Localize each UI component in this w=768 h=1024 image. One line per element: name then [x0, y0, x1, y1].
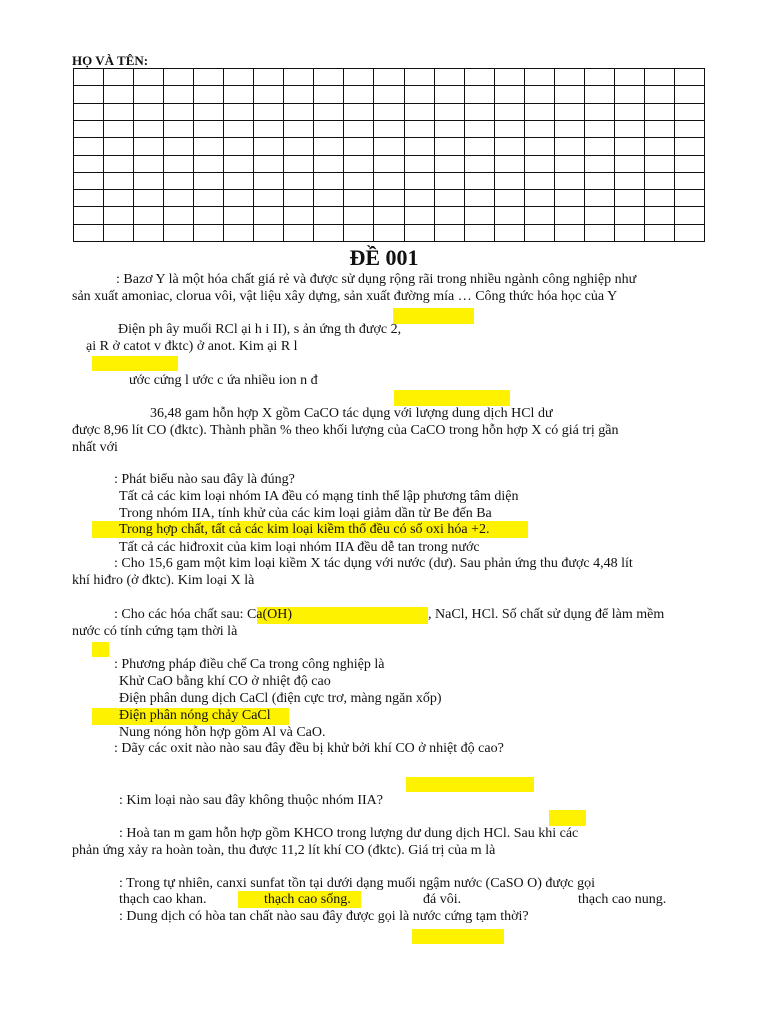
question-5-stem: : Phát biểu nào sau đây là đúng?: [114, 472, 295, 487]
question-7-line-2: nước có tính cứng tạm thời là: [72, 624, 238, 639]
question-1-line-1: : Bazơ Y là một hóa chất giá rẻ và được sử dụng rộng rãi trong nhiều ngành công nghiệp như: [116, 272, 637, 287]
highlight-q3: [394, 390, 510, 406]
question-12-option-c: đá vôi.: [423, 892, 462, 907]
question-5-option-b: Trong nhóm IIA, tính khử của các kim loại giảm dần từ Be đến Ba: [119, 506, 492, 521]
name-grid[interactable]: [73, 68, 705, 242]
question-12-option-d: thạch cao nung.: [578, 892, 667, 907]
highlight-q13: [412, 929, 504, 944]
highlight-q7-answer: [92, 642, 109, 657]
question-3-line: ước cứng l ước c ứa nhiều ion n đ: [129, 373, 318, 388]
question-6-line-2: khí hiđro (ở đktc). Kim loại X là: [72, 573, 255, 588]
question-11-line-1: : Hoà tan m gam hỗn hợp gồm KHCO trong lượng dư dung dịch HCl. Sau khi các: [119, 826, 579, 841]
question-5-option-c: Trong hợp chất, tất cả các kim loại kiềm thổ đều có số oxi hóa +2.: [119, 522, 490, 537]
question-6-line-1: : Cho 15,6 gam một kim loại kiềm X tác dụng với nước (dư). Sau phản ứng thu được 4,48 lít: [114, 556, 633, 571]
q7-rest: , NaCl, HCl. Số chất sử dụng để làm mềm: [428, 607, 665, 622]
highlight-q10: [549, 810, 586, 826]
question-8-stem: : Phương pháp điều chế Ca trong công nghiệp là: [114, 657, 385, 672]
grid-lines: [73, 68, 705, 242]
question-5-option-a: Tất cả các kim loại nhóm IA đều có mạng tinh thể lập phương tâm diện: [119, 489, 519, 504]
question-12-option-a: thạch cao khan.: [119, 892, 207, 907]
question-5-option-d: Tất cả các hiđroxit của kim loại nhóm IIA đều dễ tan trong nước: [119, 540, 480, 555]
question-1-line-2: sản xuất amoniac, clorua vôi, vật liệu xây dựng, sản xuất đường mía … Công thức hóa học của Y: [72, 289, 618, 304]
question-9-stem: : Dãy các oxit nào nào sau đây đều bị khử bởi khí CO ở nhiệt độ cao?: [114, 741, 504, 756]
question-11-line-2: phản ứng xảy ra hoàn toàn, thu được 11,2 lít khí CO (đktc). Giá trị của m là: [72, 843, 496, 858]
question-13-stem: : Dung dịch có hòa tan chất nào sau đây được gọi là nước cứng tạm thời?: [119, 909, 529, 924]
highlight-q2: [92, 356, 178, 371]
q7-stem: : Cho các hóa chất sau:: [114, 607, 247, 622]
question-8-option-c: Điện phân nóng chảy CaCl: [119, 708, 271, 723]
question-10-stem: : Kim loại nào sau đây không thuộc nhóm IIA?: [119, 793, 384, 808]
q7-formula: Ca(OH): [246, 607, 293, 622]
question-4-line-2: được 8,96 lít CO (đktc). Thành phần % theo khối lượng của CaCO trong hỗn hợp X có giá trị gần: [72, 423, 619, 438]
question-12-option-b: thạch cao sống.: [264, 892, 351, 907]
question-7-line-1: [114, 607, 665, 623]
question-8-option-b: Điện phân dung dịch CaCl (điện cực trơ, màng ngăn xốp): [119, 691, 442, 706]
question-2-line-1: Điện ph ây muối RCl ại h i II), s ản ứng th được 2,: [118, 322, 402, 337]
question-4-line-3: nhất với: [72, 440, 118, 455]
name-label: HỌ VÀ TÊN:: [72, 53, 149, 68]
question-2-line-2: ại R ở catot v đktc) ở anot. Kim ại R l: [86, 339, 298, 354]
highlight-q9: [406, 777, 534, 792]
question-4-line-1: 36,48 gam hỗn hợp X gồm CaCO tác dụng với lượng dung dịch HCl dư: [150, 406, 553, 421]
question-8-option-a: Khử CaO bằng khí CO ở nhiệt độ cao: [119, 674, 331, 689]
question-8-option-d: Nung nóng hỗn hợp gồm Al và CaO.: [119, 725, 326, 740]
exam-title: ĐỀ 001: [349, 245, 419, 270]
question-12-line-1: : Trong tự nhiên, canxi sunfat tồn tại dưới dạng muối ngậm nước (CaSO O) được gọi: [119, 876, 596, 891]
highlight-q1: [393, 308, 474, 324]
